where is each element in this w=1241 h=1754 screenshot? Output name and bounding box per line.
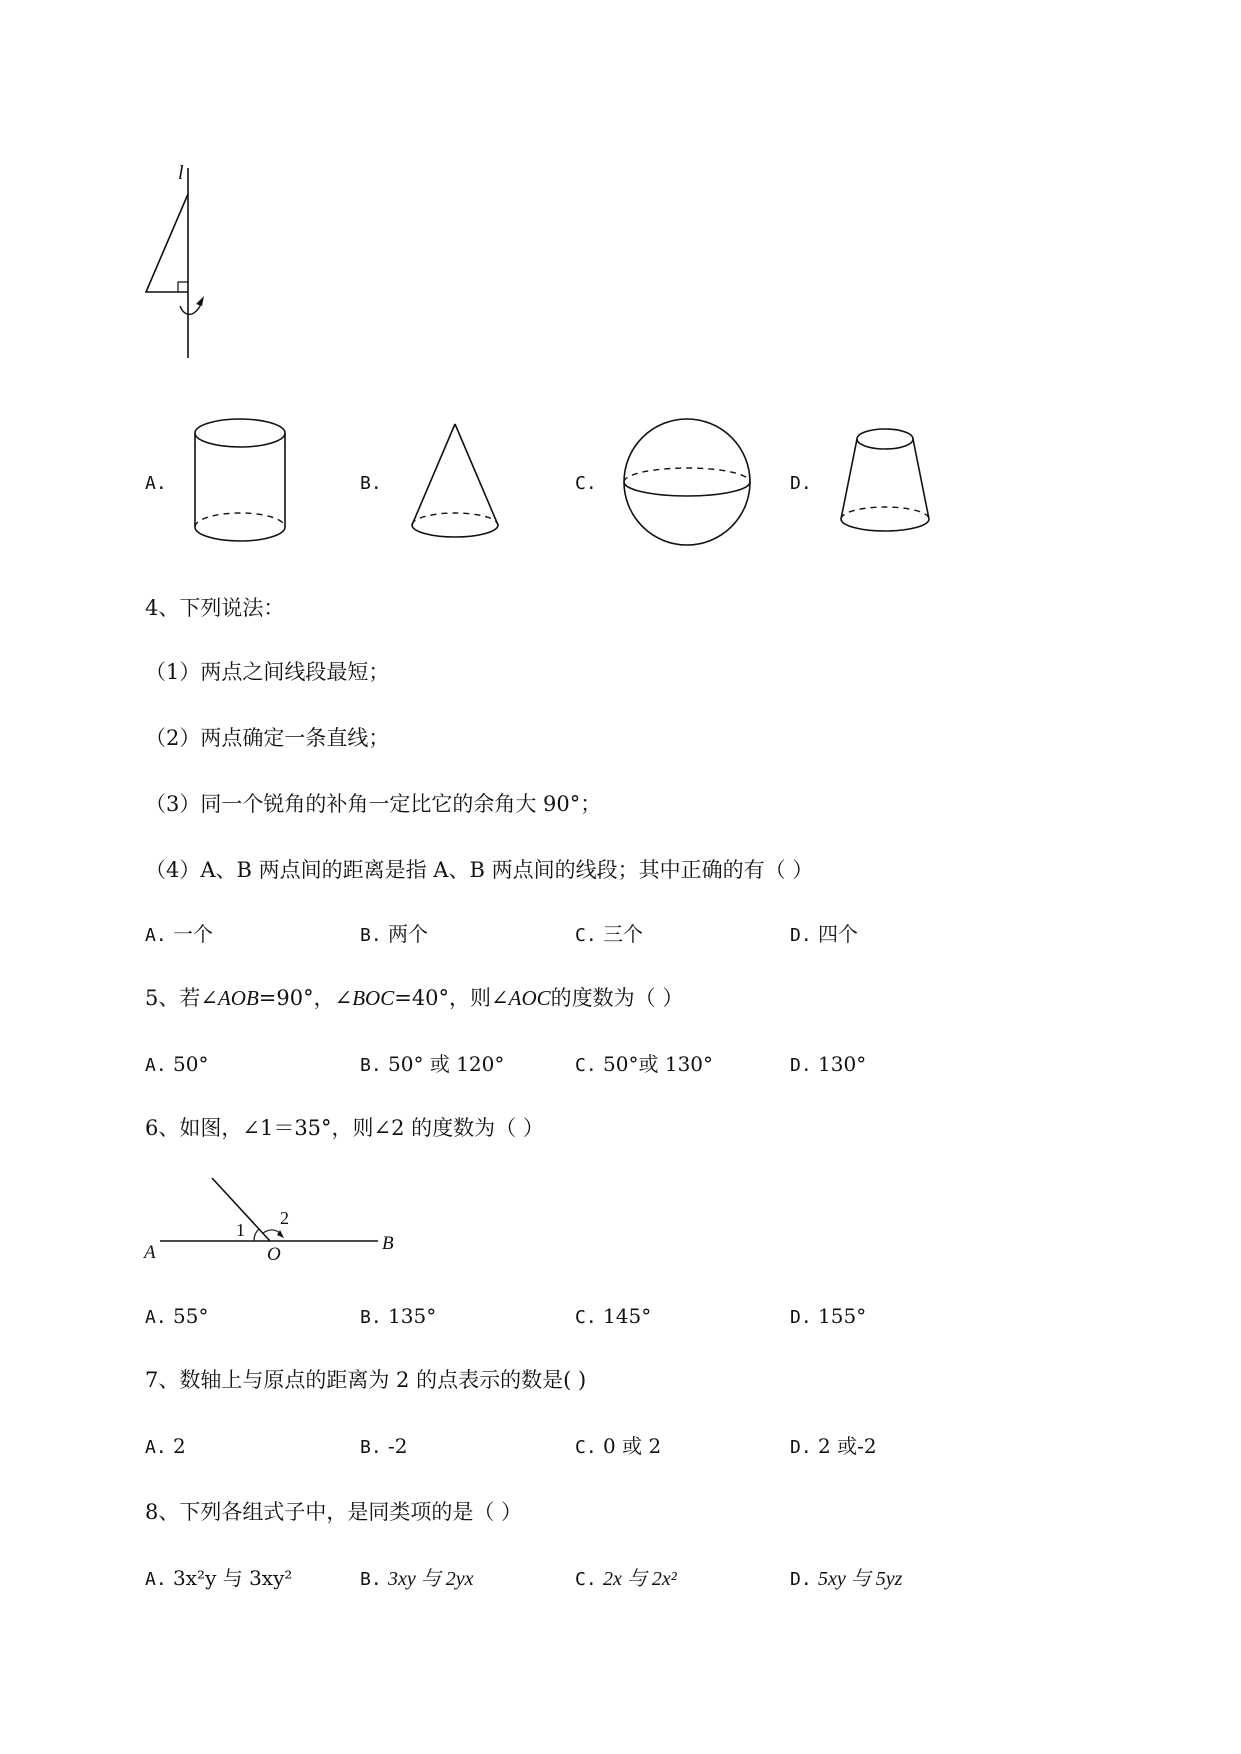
option-label: C.	[575, 1437, 597, 1458]
q3-option-a[interactable]	[145, 470, 167, 496]
option-label: C.	[575, 1055, 597, 1076]
q7-option-d[interactable]	[790, 1434, 877, 1460]
point-o-label: O	[267, 1244, 281, 1260]
option-text: 50°或 130°	[603, 1052, 714, 1076]
option-label: C.	[575, 1569, 597, 1590]
question-5-title	[145, 986, 683, 1010]
option-label: D.	[790, 925, 812, 946]
option-text: 5xy 与 5yz	[818, 1568, 903, 1590]
q7-option-b[interactable]	[360, 1434, 408, 1460]
q5-angle-aoc: AOC	[508, 986, 551, 1010]
option-text: 135°	[388, 1304, 437, 1328]
question-6-title: 6、如图，∠1＝35°，则∠2 的度数为（ ）	[145, 1116, 544, 1140]
q7-option-c[interactable]	[575, 1434, 661, 1460]
option-text: 三个	[603, 922, 644, 946]
option-text: 145°	[603, 1304, 652, 1328]
option-label: B.	[360, 1055, 382, 1076]
option-label: B.	[360, 925, 382, 946]
q8-option-c[interactable]	[575, 1566, 677, 1592]
option-text: 四个	[818, 922, 859, 946]
frustum-shape	[835, 425, 935, 540]
q3-option-d[interactable]	[790, 470, 812, 496]
q4-statement-2: （2）两点确定一条直线；	[145, 726, 390, 750]
q5-option-c[interactable]	[575, 1052, 713, 1078]
q5-option-d[interactable]	[790, 1052, 866, 1078]
option-label: B.	[360, 1437, 382, 1458]
sphere-shape	[620, 415, 755, 550]
option-text: 3x²y 与 3xy²	[173, 1566, 293, 1590]
option-label: A.	[145, 1307, 167, 1328]
option-label: D.	[790, 1569, 812, 1590]
option-label: D.	[790, 1437, 812, 1458]
point-b-label: B	[382, 1233, 394, 1254]
option-text: -2	[388, 1434, 408, 1458]
option-text: 50° 或 120°	[388, 1052, 505, 1076]
q4-statement-4: （4）A、B 两点间的距离是指 A、B 两点间的线段；其中正确的有（ ）	[145, 858, 814, 882]
q4-option-c[interactable]	[575, 922, 643, 948]
option-label: A.	[145, 1569, 167, 1590]
option-text: 0 或 2	[603, 1434, 662, 1458]
option-label: B.	[360, 1569, 382, 1590]
option-text: 2	[173, 1434, 186, 1458]
option-text: 3xy 与 2yx	[388, 1568, 474, 1590]
question-8-title: 8、下列各组式子中，是同类项的是（ ）	[145, 1500, 523, 1524]
q5-angle-aob: AOB	[217, 986, 259, 1010]
option-text: 两个	[388, 922, 429, 946]
q5-angle-boc: BOC	[352, 986, 395, 1010]
triangle-rotation-figure	[140, 160, 230, 360]
q5-mid2: =40°，则∠	[394, 986, 509, 1010]
option-text: 一个	[173, 922, 214, 946]
option-label: A.	[145, 925, 167, 946]
point-a-label: A	[144, 1242, 156, 1260]
option-label: C.	[575, 473, 597, 494]
option-text: 2x 与 2x²	[603, 1568, 677, 1590]
q6-option-c[interactable]	[575, 1304, 651, 1330]
q4-option-d[interactable]	[790, 922, 858, 948]
q5-suffix: 的度数为（ ）	[550, 986, 684, 1010]
q4-statement-1: （1）两点之间线段最短；	[145, 660, 390, 684]
option-label: B.	[360, 473, 382, 494]
q4-statement-3: （3）同一个锐角的补角一定比它的余角大 90°；	[145, 792, 602, 816]
q3-option-b[interactable]	[360, 470, 382, 496]
cone-shape	[405, 420, 505, 545]
option-label: D.	[790, 473, 812, 494]
q6-option-d[interactable]	[790, 1304, 866, 1330]
option-text: 55°	[173, 1304, 209, 1328]
angle-figure	[140, 1170, 410, 1260]
option-text: 130°	[818, 1052, 867, 1076]
cylinder-shape	[190, 415, 290, 550]
q6-option-a[interactable]	[145, 1304, 209, 1330]
q7-option-a[interactable]	[145, 1434, 186, 1460]
q8-option-b[interactable]	[360, 1566, 474, 1592]
q4-option-b[interactable]	[360, 922, 428, 948]
angle-1-label: 1	[236, 1220, 245, 1240]
angle-2-label: 2	[280, 1208, 289, 1228]
q5-option-b[interactable]	[360, 1052, 504, 1078]
question-7-title: 7、数轴上与原点的距离为 2 的点表示的数是( )	[145, 1368, 587, 1392]
q5-mid1: =90°，∠	[258, 986, 353, 1010]
option-label: C.	[575, 925, 597, 946]
option-text: 155°	[818, 1304, 867, 1328]
option-label: A.	[145, 473, 167, 494]
option-label: A.	[145, 1437, 167, 1458]
option-label: D.	[790, 1307, 812, 1328]
option-text: 2 或-2	[818, 1434, 877, 1458]
option-label: A.	[145, 1055, 167, 1076]
q6-option-b[interactable]	[360, 1304, 436, 1330]
q4-option-a[interactable]	[145, 922, 213, 948]
question-4-title: 4、下列说法：	[145, 596, 285, 620]
option-text: 50°	[173, 1052, 209, 1076]
q8-option-a[interactable]	[145, 1566, 292, 1592]
q5-prefix: 5、若∠	[145, 986, 218, 1010]
q3-option-c[interactable]	[575, 470, 597, 496]
q5-option-a[interactable]	[145, 1052, 209, 1078]
option-label: C.	[575, 1307, 597, 1328]
option-label: D.	[790, 1055, 812, 1076]
line-l-label: l	[178, 162, 184, 184]
q8-option-d[interactable]	[790, 1566, 902, 1592]
option-label: B.	[360, 1307, 382, 1328]
